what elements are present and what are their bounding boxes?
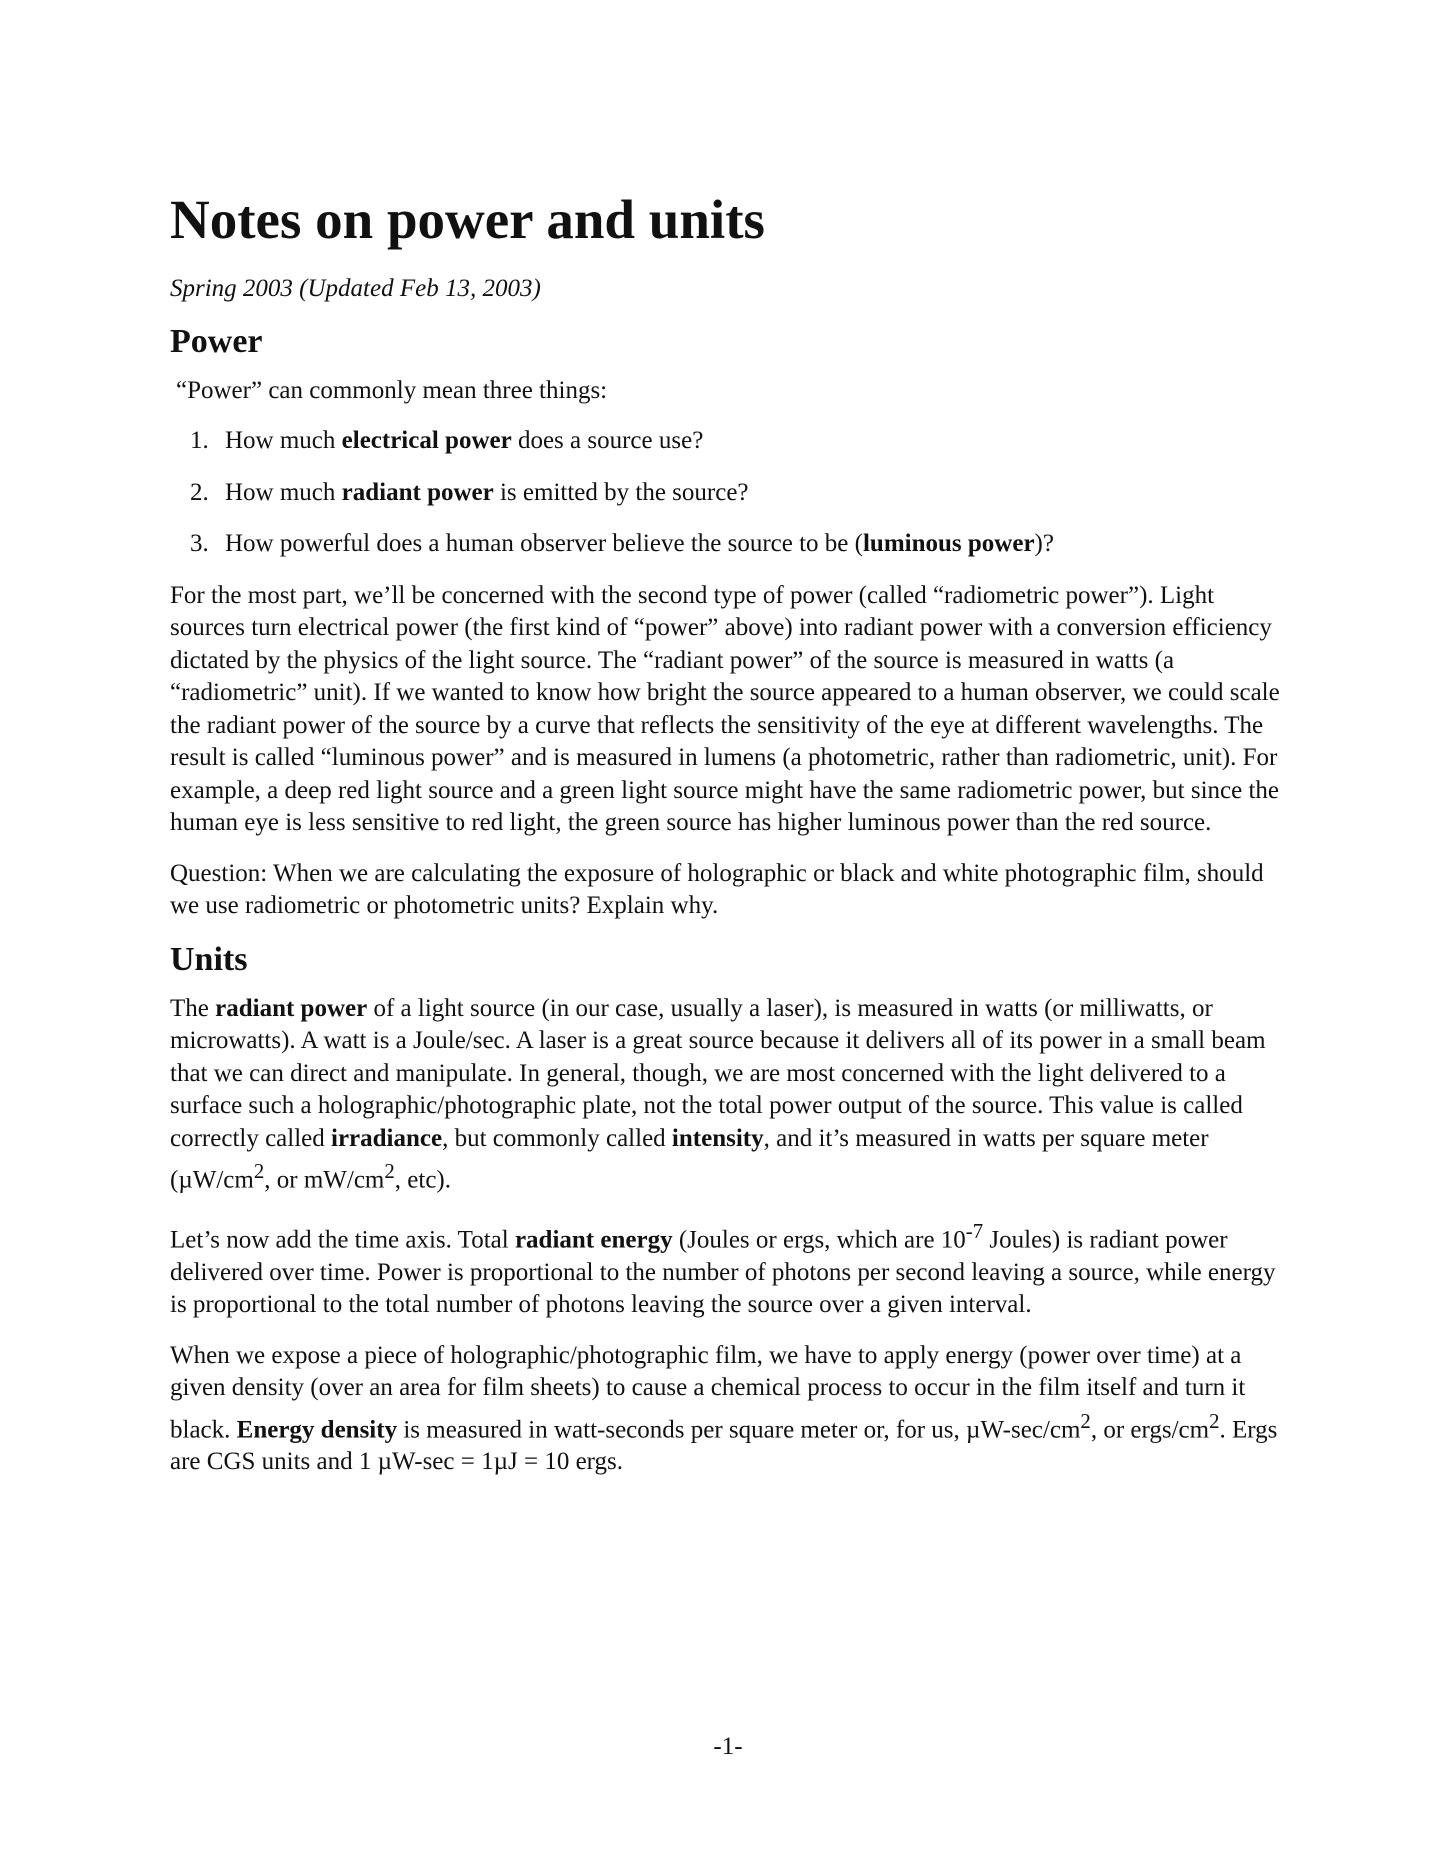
section-heading-units: Units — [170, 940, 248, 978]
list-item: 2. How much radiant power is emitted by the source? — [215, 477, 1290, 510]
document-page — [170, 190, 1290, 1497]
document-title: Notes on power and units — [170, 189, 765, 250]
units-paragraph-1: The radiant power of a light source (in our case, usually a laser), is measured in watts (or milliwatts, or microwatts). A watt is a Joule/sec. A laser is a great source because it delivers all of its power in a small beam that we can direct and manipulate. In general, though, we are most concerned with the light delivered to a surface such a holographic/photographic plate, not the total power output of the source. This value is called correctly called irradiance, but commonly called intensity, and it’s measured in watts per square meter ($\mu W/cm^2$, or $mW/cm^2$, etc). — [170, 994, 1266, 1194]
question-paragraph: Question: When we are calculating the exposure of holographic or black and white photographic film, should we use radiometric or photometric units? Explain why. — [170, 859, 1264, 919]
power-intro: “Power” can commonly mean three things: — [176, 376, 608, 404]
units-paragraph-3: When we expose a piece of holographic/photographic film, we have to apply energy (power over time) at a given density (over an area for film sheets) to cause a chemical process to occur in the film itself and turn it black. Energy density is measured in watt-seconds per square meter or, for us, $\mu W-\sec/cm^2$, or ergs/$cm^2$. Ergs are CGS units and 1 µW-sec = 1µJ = 10 ergs. — [170, 1341, 1278, 1476]
list-item: 3. How powerful does a human observer believe the source to be (luminous power)? — [215, 528, 1290, 561]
power-types-list — [170, 425, 1290, 561]
document-date: Spring 2003 (Updated Feb 13, 2003) — [170, 274, 541, 302]
units-paragraph-2: Let’s now add the time axis. Total radiant energy (Joules or ergs, which are $10^{-7}$ Joules) is radiant power delivered over time. Power is proportional to the number of photons per second leaving a source, while energy is proportional to the total number of photons leaving the source over a given interval. — [170, 1218, 1276, 1319]
page-number: -1- — [713, 1733, 743, 1760]
list-item: 1. How much electrical power does a source use? — [215, 425, 1290, 458]
power-paragraph: For the most part, we’ll be concerned with the second type of power (called “radiometric power”). Light sources turn electrical power (the first kind of “power” above) into radiant power with a conversion efficiency dictated by the physics of the light source. The “radiant power” of the source is measured in watts (a “radiometric” unit). If we wanted to know how bright the source appeared to a human observer, we could scale the radiant power of the source by a curve that reflects the sensitivity of the eye at different wavelengths. The result is called “luminous power” and is measured in lumens (a photometric, rather than radiometric, unit). For example, a deep red light source and a green light source might have the same radiometric power, but since the human eye is less sensitive to red light, the green source has higher luminous power than the red source. — [170, 581, 1280, 836]
section-heading-power: Power — [170, 322, 263, 360]
